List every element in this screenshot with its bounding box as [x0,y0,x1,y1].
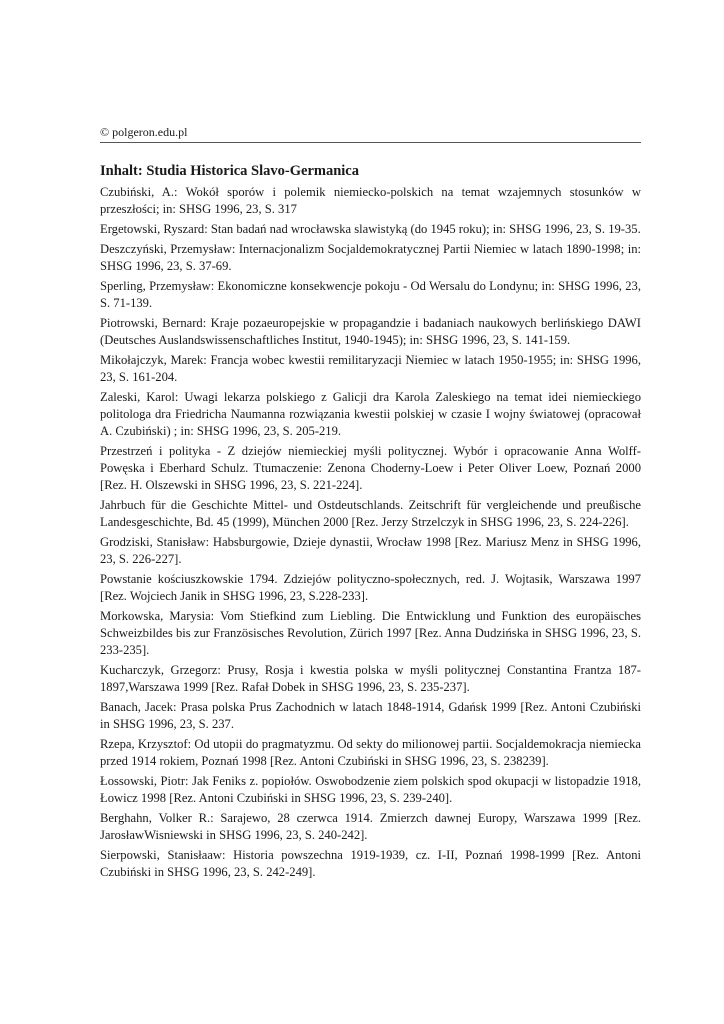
entry-item: Sperling, Przemysław: Ekonomiczne konsekwencje pokoju - Od Wersalu do Londynu; in: SHSG 1996, 23, S. 71-139. [100,279,641,310]
entry-item: Berghahn, Volker R.: Sarajewo, 28 czerwca 1914. Zmierzch dawnej Europy, Warszawa 1999 [Rez. JarosławWisniewski in SHSG 1996, 23, S. 240-242]. [100,811,641,842]
entry-item: Sierpowski, Stanisłaaw: Historia powszechna 1919-1939, cz. I-II, Poznań 1998-1999 [Rez. Antoni Czubiński in SHSG 1996, 23, S. 242-249]. [100,848,641,879]
entry-item: Banach, Jacek: Prasa polska Prus Zachodnich w latach 1848-1914, Gdańsk 1999 [Rez. Antoni Czubiński in SHSG 1996, 23, S. 237. [100,700,641,731]
entry-item: Powstanie kościuszkowskie 1794. Zdziejów polityczno-społecznych, red. J. Wojtasik, Warszawa 1997 [Rez. Wojciech Janik in SHSG 1996, 23, S.228-233]. [100,572,641,603]
entry-item: Przestrzeń i polityka - Z dziejów niemieckiej myśli politycznej. Wybór i opracowanie Anna Wolff-Powęska i Eberhard Schulz. Ttumaczenie: Zenona Choderny-Loew i Peter Oliver Loew, Poznań 2000 [Rez. H. Olszewski in SHSG 1996, 23, S. 221-224]. [100,444,641,492]
entry-item: Kucharczyk, Grzegorz: Prusy, Rosja i kwestia polska w myśli politycznej Constantina Frantza 187-1897,Warszawa 1999 [Rez. Rafał Dobek in SHSG 1996, 23, S. 235-237]. [100,663,641,694]
copyright-header: © polgeron.edu.pl [100,125,188,139]
entry-item: Mikołajczyk, Marek: Francja wobec kwestii remilitaryzacji Niemiec w latach 1950-1955; in: SHSG 1996, 23, S. 161-204. [100,353,641,384]
header-divider [100,142,641,143]
entry-item: Zaleski, Karol: Uwagi lekarza polskiego z Galicji dra Karola Zaleskiego na temat idei niemieckiego politologa dra Friedricha Naumanna rozwiązania kwestii polskiej w czasie I wojny światowej (opracował A. Czubiński) ; in: SHSG 1996, 23, S. 205-219. [100,390,641,438]
page-title: Inhalt: Studia Historica Slavo-Germanica [100,163,359,179]
entry-item: Grodziski, Stanisław: Habsburgowie, Dzieje dynastii, Wrocław 1998 [Rez. Mariusz Menz in SHSG 1996, 23, S. 226-227]. [100,535,641,566]
entry-item: Deszczyński, Przemysław: Internacjonalizm Socjaldemokratycznej Partii Niemiec w latach 1890-1998; in: SHSG 1996, 23, S. 37-69. [100,242,641,273]
entry-item: Rzepa, Krzysztof: Od utopii do pragmatyzmu. Od sekty do milionowej partii. Socjaldemokracja niemiecka przed 1914 rokiem, Poznań 1998 [Rez. Antoni Czubiński in SHSG 1996, 23, S. 238239]. [100,737,641,768]
entry-item: Łossowski, Piotr: Jak Feniks z. popiołów. Oswobodzenie ziem polskich spod okupacji w listopadzie 1918, Łowicz 1998 [Rez. Antoni Czubiński in SHSG 1996, 23, S. 239-240]. [100,774,641,805]
document-page [100,124,641,884]
entry-list [100,184,641,881]
entry-item: Morkowska, Marysia: Vom Stiefkind zum Liebling. Die Entwicklung und Funktion des europäisches Schweizbildes bis zur Französisches Revolution, Zürich 1997 [Rez. Anna Dudzińska in SHSG 1996, 23, S. 233-235]. [100,609,641,657]
entry-item: Jahrbuch für die Geschichte Mittel- und Ostdeutschlands. Zeitschrift für vergleichende und preußische Landesgeschichte, Bd. 45 (1999), München 2000 [Rez. Jerzy Strzelczyk in SHSG 1996, 23, S. 224-226]. [100,498,641,529]
entry-item: Piotrowski, Bernard: Kraje pozaeuropejskie w propagandzie i badaniach naukowych berlińskiego DAWI (Deutsches Auslandswissenschaftliches Institut, 1940-1945); in: SHSG 1996, 23, S. 141-159. [100,316,641,347]
entry-item: Czubiński, A.: Wokół sporów i polemik niemiecko-polskich na temat wzajemnych stosunków w przeszłości; in: SHSG 1996, 23, S. 317 [100,185,641,216]
entry-item: Ergetowski, Ryszard: Stan badań nad wrocławska slawistyką (do 1945 roku); in: SHSG 1996, 23, S. 19-35. [100,222,641,236]
